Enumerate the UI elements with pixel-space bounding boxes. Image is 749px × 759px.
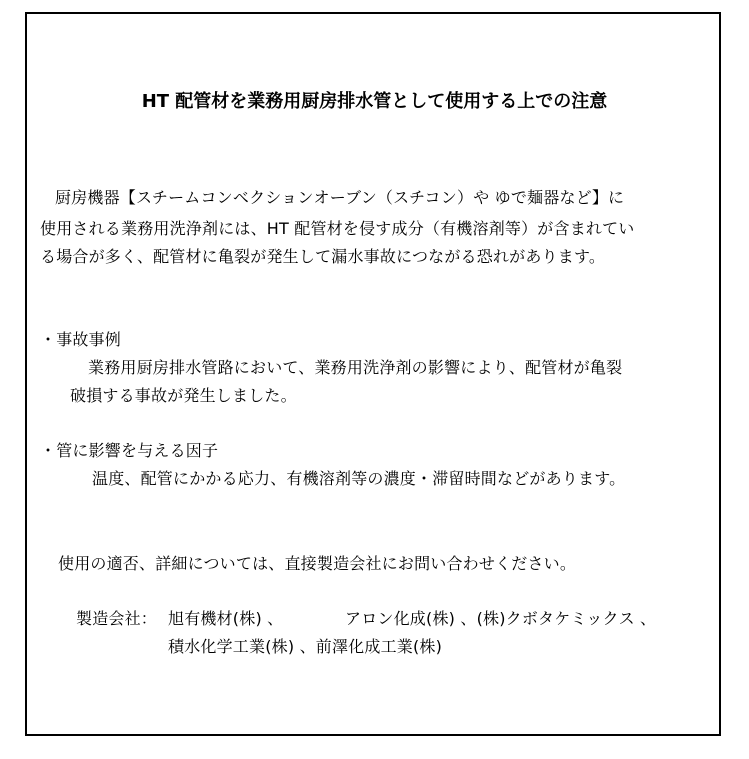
intro-line-3: る場合が多く、配管材に亀裂が発生して漏水事故につながる恐れがあります。 — [40, 247, 606, 266]
contact-note: 使用の適否、詳細については、直接製造会社にお問い合わせください。 — [58, 554, 577, 573]
manufacturers-line-2: 積水化学工業(株) 、前澤化成工業(株) — [168, 637, 443, 656]
manufacturers-line-1b: アロン化成(株) 、(株)クボタケミックス 、 — [345, 609, 657, 628]
page-title: HT 配管材を業務用厨房排水管として使用する上での注意 — [141, 91, 608, 112]
incident-heading: ・事故事例 — [40, 330, 122, 349]
intro-line-2: 使用される業務用洗浄剤には、HT 配管材を侵す成分（有機溶剤等）が含まれてい — [40, 219, 635, 238]
intro-line-1: 厨房機器【スチームコンベクションオーブン（スチコン）や ゆで麺器など】に — [55, 188, 625, 207]
incident-line-1: 業務用厨房排水管路において、業務用洗浄剤の影響により、配管材が亀裂 — [88, 358, 623, 377]
manufacturers-line-1a: 旭有機材(株) 、 — [168, 609, 284, 628]
factors-heading: ・管に影響を与える因子 — [40, 441, 219, 460]
incident-line-2: 破損する事故が発生しました。 — [70, 386, 297, 405]
factors-line-1: 温度、配管にかかる応力、有機溶剤等の濃度・滞留時間などがあります。 — [92, 469, 626, 488]
manufacturers-label: 製造会社： — [76, 609, 158, 628]
